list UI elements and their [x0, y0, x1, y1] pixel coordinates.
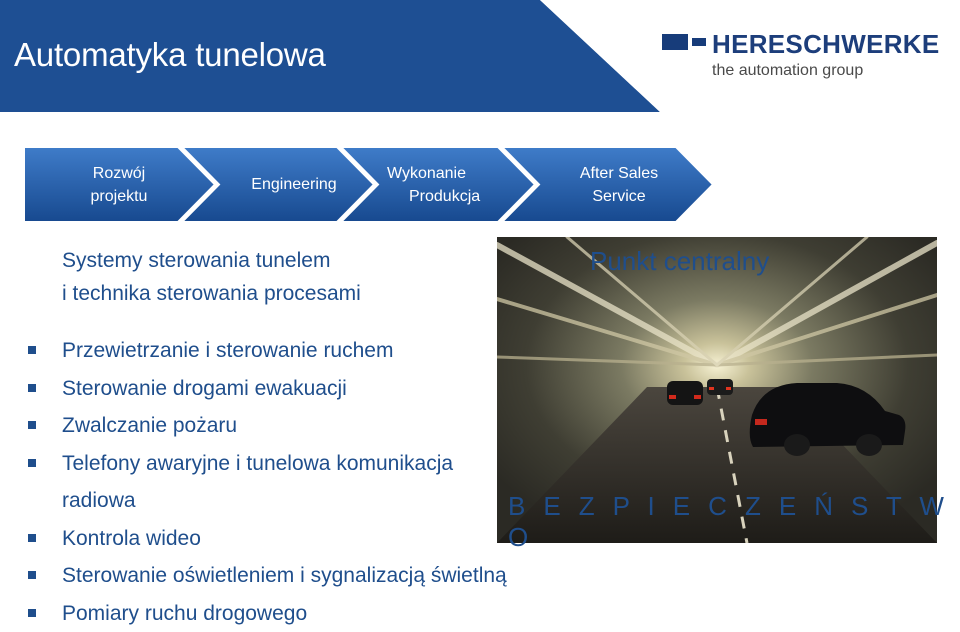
list-item [24, 332, 507, 370]
bullet-icon [28, 609, 36, 617]
list-item [24, 520, 507, 558]
process-chevrons [24, 147, 724, 222]
bullet-icon [28, 534, 36, 542]
photo-overlay-text: B E Z P I E C Z E Ń S T W O [508, 491, 960, 553]
photo-caption: Punkt centralny [590, 246, 769, 277]
subtitle-line-2: i technika sterowania procesami [62, 277, 361, 310]
header-bar [0, 0, 960, 112]
process-step-3-line-1: Wykonanie [387, 162, 466, 185]
feature-text: Pomiary ruchu drogowego [62, 602, 307, 625]
bullet-icon [28, 571, 36, 579]
feature-text: Sterowanie oświetleniem i sygnalizacją świetlną [62, 564, 507, 587]
company-logo [652, 24, 952, 84]
car-far [707, 379, 733, 395]
feature-text: Przewietrzanie i sterowanie ruchem [62, 339, 393, 362]
bullet-icon [28, 346, 36, 354]
process-step-3 [379, 147, 499, 222]
section-subtitle [62, 244, 361, 310]
bullet-icon [28, 459, 36, 467]
logo-tagline: the automation group [712, 62, 863, 80]
feature-text: Kontrola wideo [62, 527, 201, 550]
page-title: Automatyka tunelowa [14, 36, 326, 74]
car-mid [667, 381, 703, 405]
bullet-icon [28, 421, 36, 429]
logo-name: HERESCHWERKE [712, 29, 940, 60]
feature-text: Telefony awaryjne i tunelowa komunikacja radiowa [62, 452, 453, 513]
process-step-4 [554, 147, 684, 222]
feature-text: Sterowanie drogami ewakuacji [62, 377, 347, 400]
list-item [24, 445, 482, 520]
subtitle-line-1: Systemy sterowania tunelem [62, 244, 361, 277]
process-step-4-line-1: After Sales [554, 162, 684, 185]
process-step-1 [64, 147, 174, 222]
process-step-3-line-2: Produkcja [409, 185, 480, 208]
process-step-2-line-1: Engineering [229, 173, 359, 196]
process-step-1-line-1: Rozwój [64, 162, 174, 185]
process-step-1-line-2: projektu [64, 185, 174, 208]
process-step-4-line-2: Service [554, 185, 684, 208]
feature-text: Zwalczanie pożaru [62, 414, 237, 437]
bullet-icon [28, 384, 36, 392]
feature-list [24, 332, 507, 632]
hereschwerke-logo-icon [662, 34, 706, 50]
list-item [24, 407, 507, 445]
list-item [24, 595, 507, 632]
process-step-2 [229, 147, 359, 222]
list-item [24, 370, 507, 408]
list-item [24, 557, 507, 595]
